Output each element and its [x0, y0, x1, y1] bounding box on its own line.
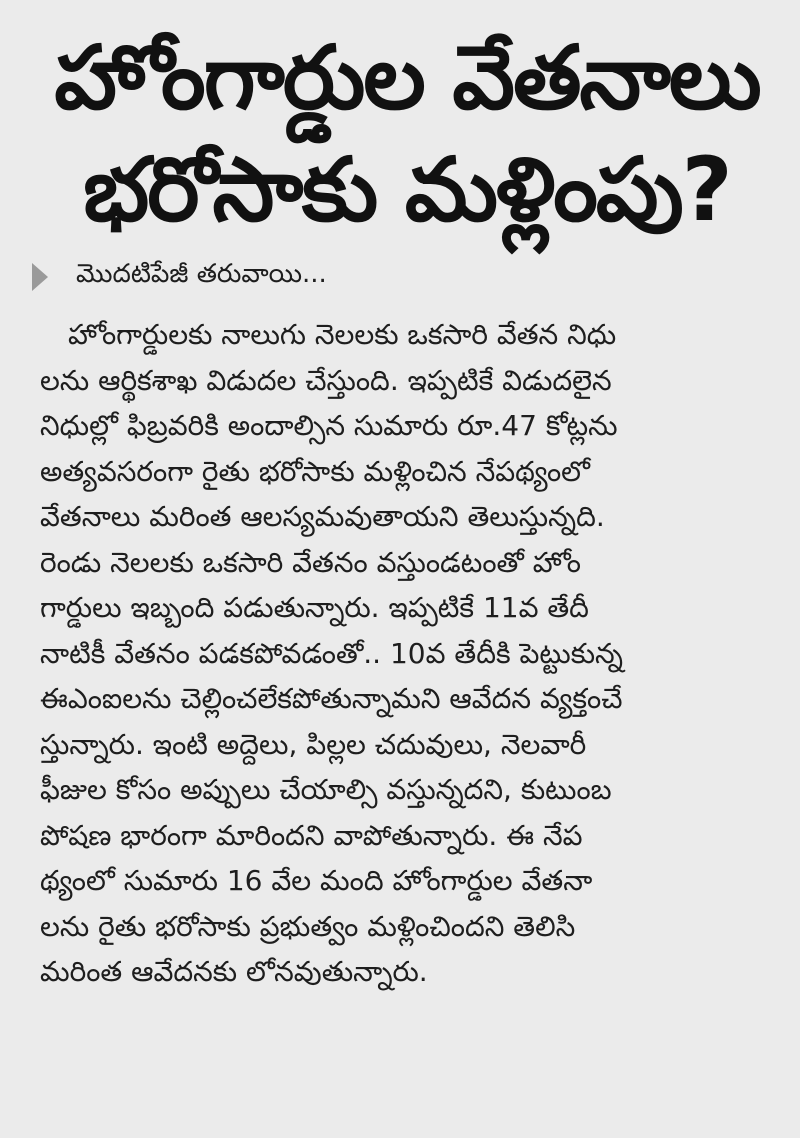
continuation-text: మొదటిపేజీ తరువాయి...: [76, 259, 327, 289]
body-line: స్తున్నారు. ఇంటి అద్దెలు, పిల్లల చదువులు, నెలవారీ: [40, 727, 587, 761]
body-line: ఈఎంఐలను చెల్లించలేకపోతున్నామని ఆవేదన వ్యక్తంచే: [40, 682, 623, 715]
continuation-marker: [32, 252, 774, 302]
headline-line-1: హోంగార్డుల వేతనాలు: [54, 26, 760, 129]
headline-line-2: భరోసాకు మళ్లింపు?: [83, 138, 731, 241]
body-line: మరింత ఆవేదనకు లోనవుతున్నారు.: [40, 955, 428, 988]
body-line: లను రైతు భరోసాకు ప్రభుత్వం మళ్లించిందని తెలిసి: [40, 909, 576, 943]
body-line: ఫీజుల కోసం అప్పులు చేయాల్సి వస్తున్నదని, కుటుంబ: [40, 773, 612, 806]
article-body: [40, 312, 770, 995]
body-line: అత్యవసరంగా రైతు భరోసాకు మళ్లించిన నేపథ్యంలో: [40, 454, 590, 488]
headline: [40, 22, 774, 246]
body-line: రెండు నెలలకు ఒకసారి వేతనం వస్తుండటంతో హోం: [40, 545, 581, 579]
body-line: నాటికీ వేతనం పడకపోవడంతో.. 10వ తేదీకి పెట్టుకున్న: [40, 636, 623, 670]
arrow-right-icon: [32, 263, 48, 291]
body-line: లను ఆర్థికశాఖ విడుదల చేస్తుంది. ఇప్పటికే విడుదలైన: [40, 363, 612, 397]
body-line: థ్యంలో సుమారు 16 వేల మంది హోంగార్డుల వేతనా: [40, 864, 593, 897]
body-line: నిధుల్లో ఫిబ్రవరికి అందాల్సిన సుమారు రూ.47 కోట్లను: [40, 409, 618, 442]
body-line: పోషణ భారంగా మారిందని వాపోతున్నారు. ఈ నేప: [40, 818, 583, 852]
body-line: హోంగార్డులకు నాలుగు నెలలకు ఒకసారి వేతన నిధు: [68, 318, 617, 351]
body-line: వేతనాలు మరింత ఆలస్యమవుతాయని తెలుస్తున్నది.: [40, 500, 605, 533]
body-line: గార్డులు ఇబ్బంది పడుతున్నారు. ఇప్పటికే 11వ తేదీ: [40, 591, 589, 624]
